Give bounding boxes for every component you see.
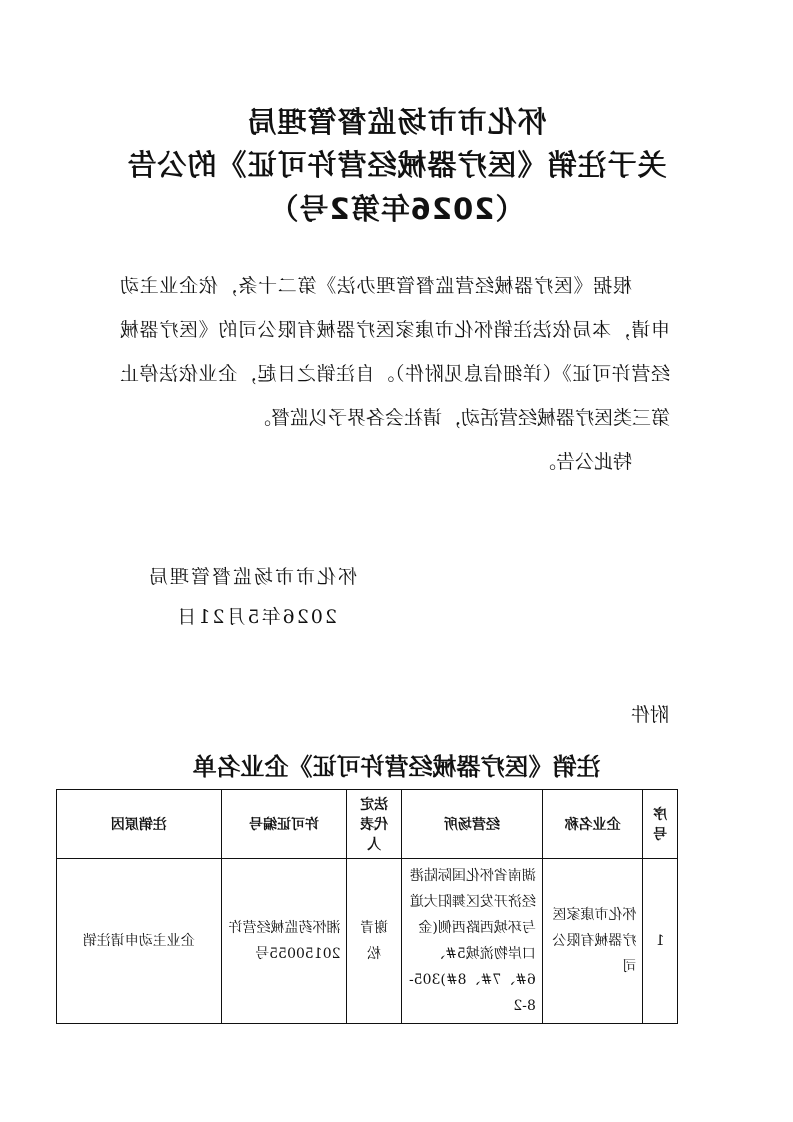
table-header-row: [57, 790, 678, 859]
header-cancel-reason: 注销原因: [57, 790, 222, 859]
company-table: [56, 789, 678, 1024]
signature-date: 2026年5月21日: [175, 606, 337, 628]
document-number: （2026年第2号）: [268, 192, 525, 226]
table-row: [57, 859, 678, 1024]
document-title-line2: 关于注销《医疗器械经营许可证》的公告: [126, 148, 667, 182]
notice-body: [120, 264, 670, 484]
document-title-line1: 怀化市市场监督管理局: [246, 105, 547, 139]
header-index: 序号: [643, 790, 678, 859]
cell-legal-rep: 谢青松: [347, 859, 401, 1024]
header-license-number: 许可证编号: [221, 790, 347, 859]
attachment-label: 附件: [630, 704, 669, 726]
cell-business-address: 湖南省怀化国际陆港经济开发区舞阳大道与环城西路西侧(金口岸物流城5#、6#、7#、8#)305-8-2: [401, 859, 542, 1024]
closing-statement: 特此公告。: [536, 451, 632, 473]
notice-paragraph: 根据《医疗器械经营监督管理办法》第二十条，依企业主动申请，本局依法注销怀化市康家医疗器械有限公司的《医疗器械经营许可证》（详细信息见附件）。自注销之日起，企业依法停止第三类医疗器械经营活动，请社会各界予以监督。: [120, 275, 670, 429]
header-company-name: 企业名称: [542, 790, 642, 859]
cell-license-number: 湘怀药监械经营许20150055号: [221, 859, 347, 1024]
cell-company-name: 怀化市康家医疗器械有限公司: [542, 859, 642, 1024]
signature-org: 怀化市市场监督管理局: [146, 566, 357, 588]
header-business-address: 经营场所: [401, 790, 542, 859]
cell-cancel-reason: 企业主动申请注销: [57, 859, 222, 1024]
cell-index: 1: [643, 859, 678, 1024]
list-title: 注销《医疗器械经营许可证》企业名单: [192, 753, 601, 781]
header-legal-rep: 法定代表人: [347, 790, 401, 859]
